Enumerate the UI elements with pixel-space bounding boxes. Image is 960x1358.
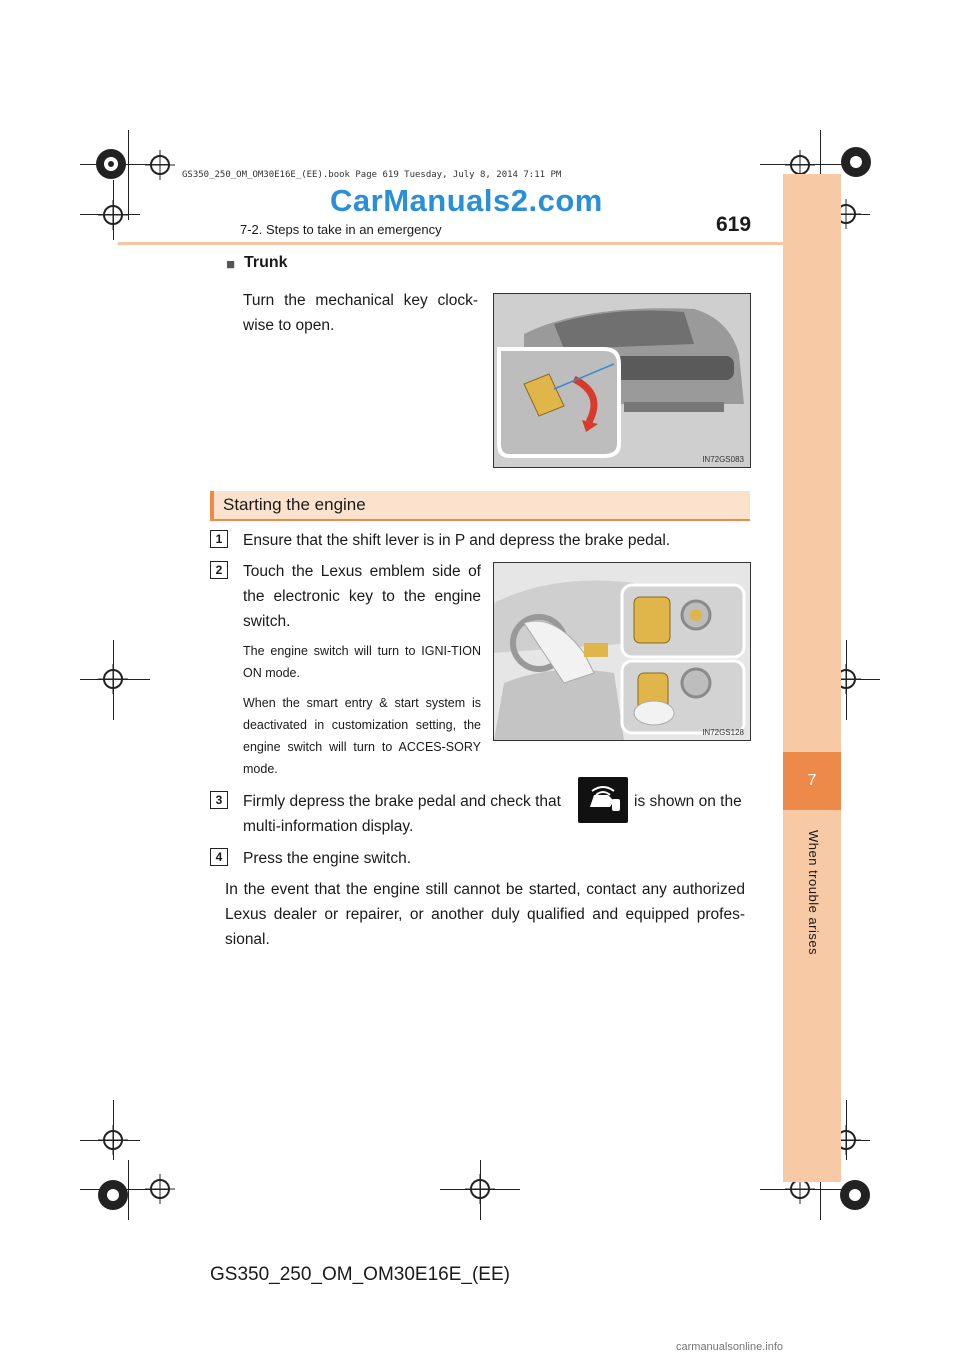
section-heading-text: Starting the engine <box>223 495 366 514</box>
step-number: 4 <box>210 848 228 866</box>
crosshair-icon <box>145 1174 175 1204</box>
step-2-text: Touch the Lexus emblem side of the electronic key to the engine switch. <box>243 563 481 630</box>
step-1-text: Ensure that the shift lever is in P and depress the brake pedal. <box>243 532 671 549</box>
step-number: 2 <box>210 561 228 579</box>
trunk-heading: Trunk <box>244 254 288 271</box>
step-3-text-before: Firmly depress the brake pedal and check that <box>243 793 561 810</box>
trunk-key-figure <box>493 293 751 468</box>
closing-paragraph: In the event that the engine still cannot be started, contact any authorized Lexus dealer or repairer, or another duly qualified and equipped profes-sional. <box>225 881 745 948</box>
step-3-text-after-line1: is shown on the <box>634 793 742 810</box>
figure-code: IN72GS128 <box>702 728 744 737</box>
chapter-title: When trouble arises <box>806 830 821 956</box>
section-title: 7-2. Steps to take in an emergency <box>240 222 442 237</box>
page-number: 619 <box>716 213 752 236</box>
registration-mark-icon <box>96 1178 130 1212</box>
step-2-note-2: When the smart entry & start system is deactivated in customization setting, the engine switch will turn to ACCES-SORY mode. <box>243 696 481 776</box>
crosshair-icon <box>98 200 128 230</box>
trunk-instruction: Turn the mechanical key clock-wise to open. <box>243 292 478 334</box>
site-credit[interactable]: carmanualsonline.info <box>676 1341 784 1353</box>
section-heading-starting-engine <box>210 491 750 521</box>
cockpit-illustration <box>494 563 750 740</box>
trunk-illustration <box>494 294 750 467</box>
registration-mark-icon <box>94 147 128 181</box>
crosshair-icon <box>98 1125 128 1155</box>
engine-switch-figure <box>493 562 751 741</box>
watermark[interactable]: CarManuals2.com <box>330 183 603 218</box>
crosshair-icon <box>145 150 175 180</box>
crosshair-icon <box>465 1174 495 1204</box>
chapter-number-tab: 7 <box>783 752 841 810</box>
registration-mark-icon <box>838 1178 872 1212</box>
figure-code: IN72GS083 <box>702 455 744 464</box>
step-2-note-1: The engine switch will turn to IGNI-TION ON mode. <box>243 644 481 680</box>
chapter-sidebar <box>783 174 841 1182</box>
bullet-square-icon: ■ <box>226 256 236 273</box>
book-file-info: GS350_250_OM_OM30E16E_(EE).book Page 619 Tuesday, July 8, 2014 7:11 PM <box>182 170 562 180</box>
model-code-footer: GS350_250_OM_OM30E16E_(EE) <box>210 1264 510 1285</box>
step-3-text-after-line2: multi-information display. <box>243 818 414 835</box>
header-rule <box>118 242 783 245</box>
step-number: 3 <box>210 791 228 809</box>
smart-key-indicator-icon <box>578 777 628 823</box>
step-number: 1 <box>210 530 228 548</box>
registration-mark-icon <box>839 145 873 179</box>
crosshair-icon <box>98 664 128 694</box>
step-4-text: Press the engine switch. <box>243 850 412 867</box>
